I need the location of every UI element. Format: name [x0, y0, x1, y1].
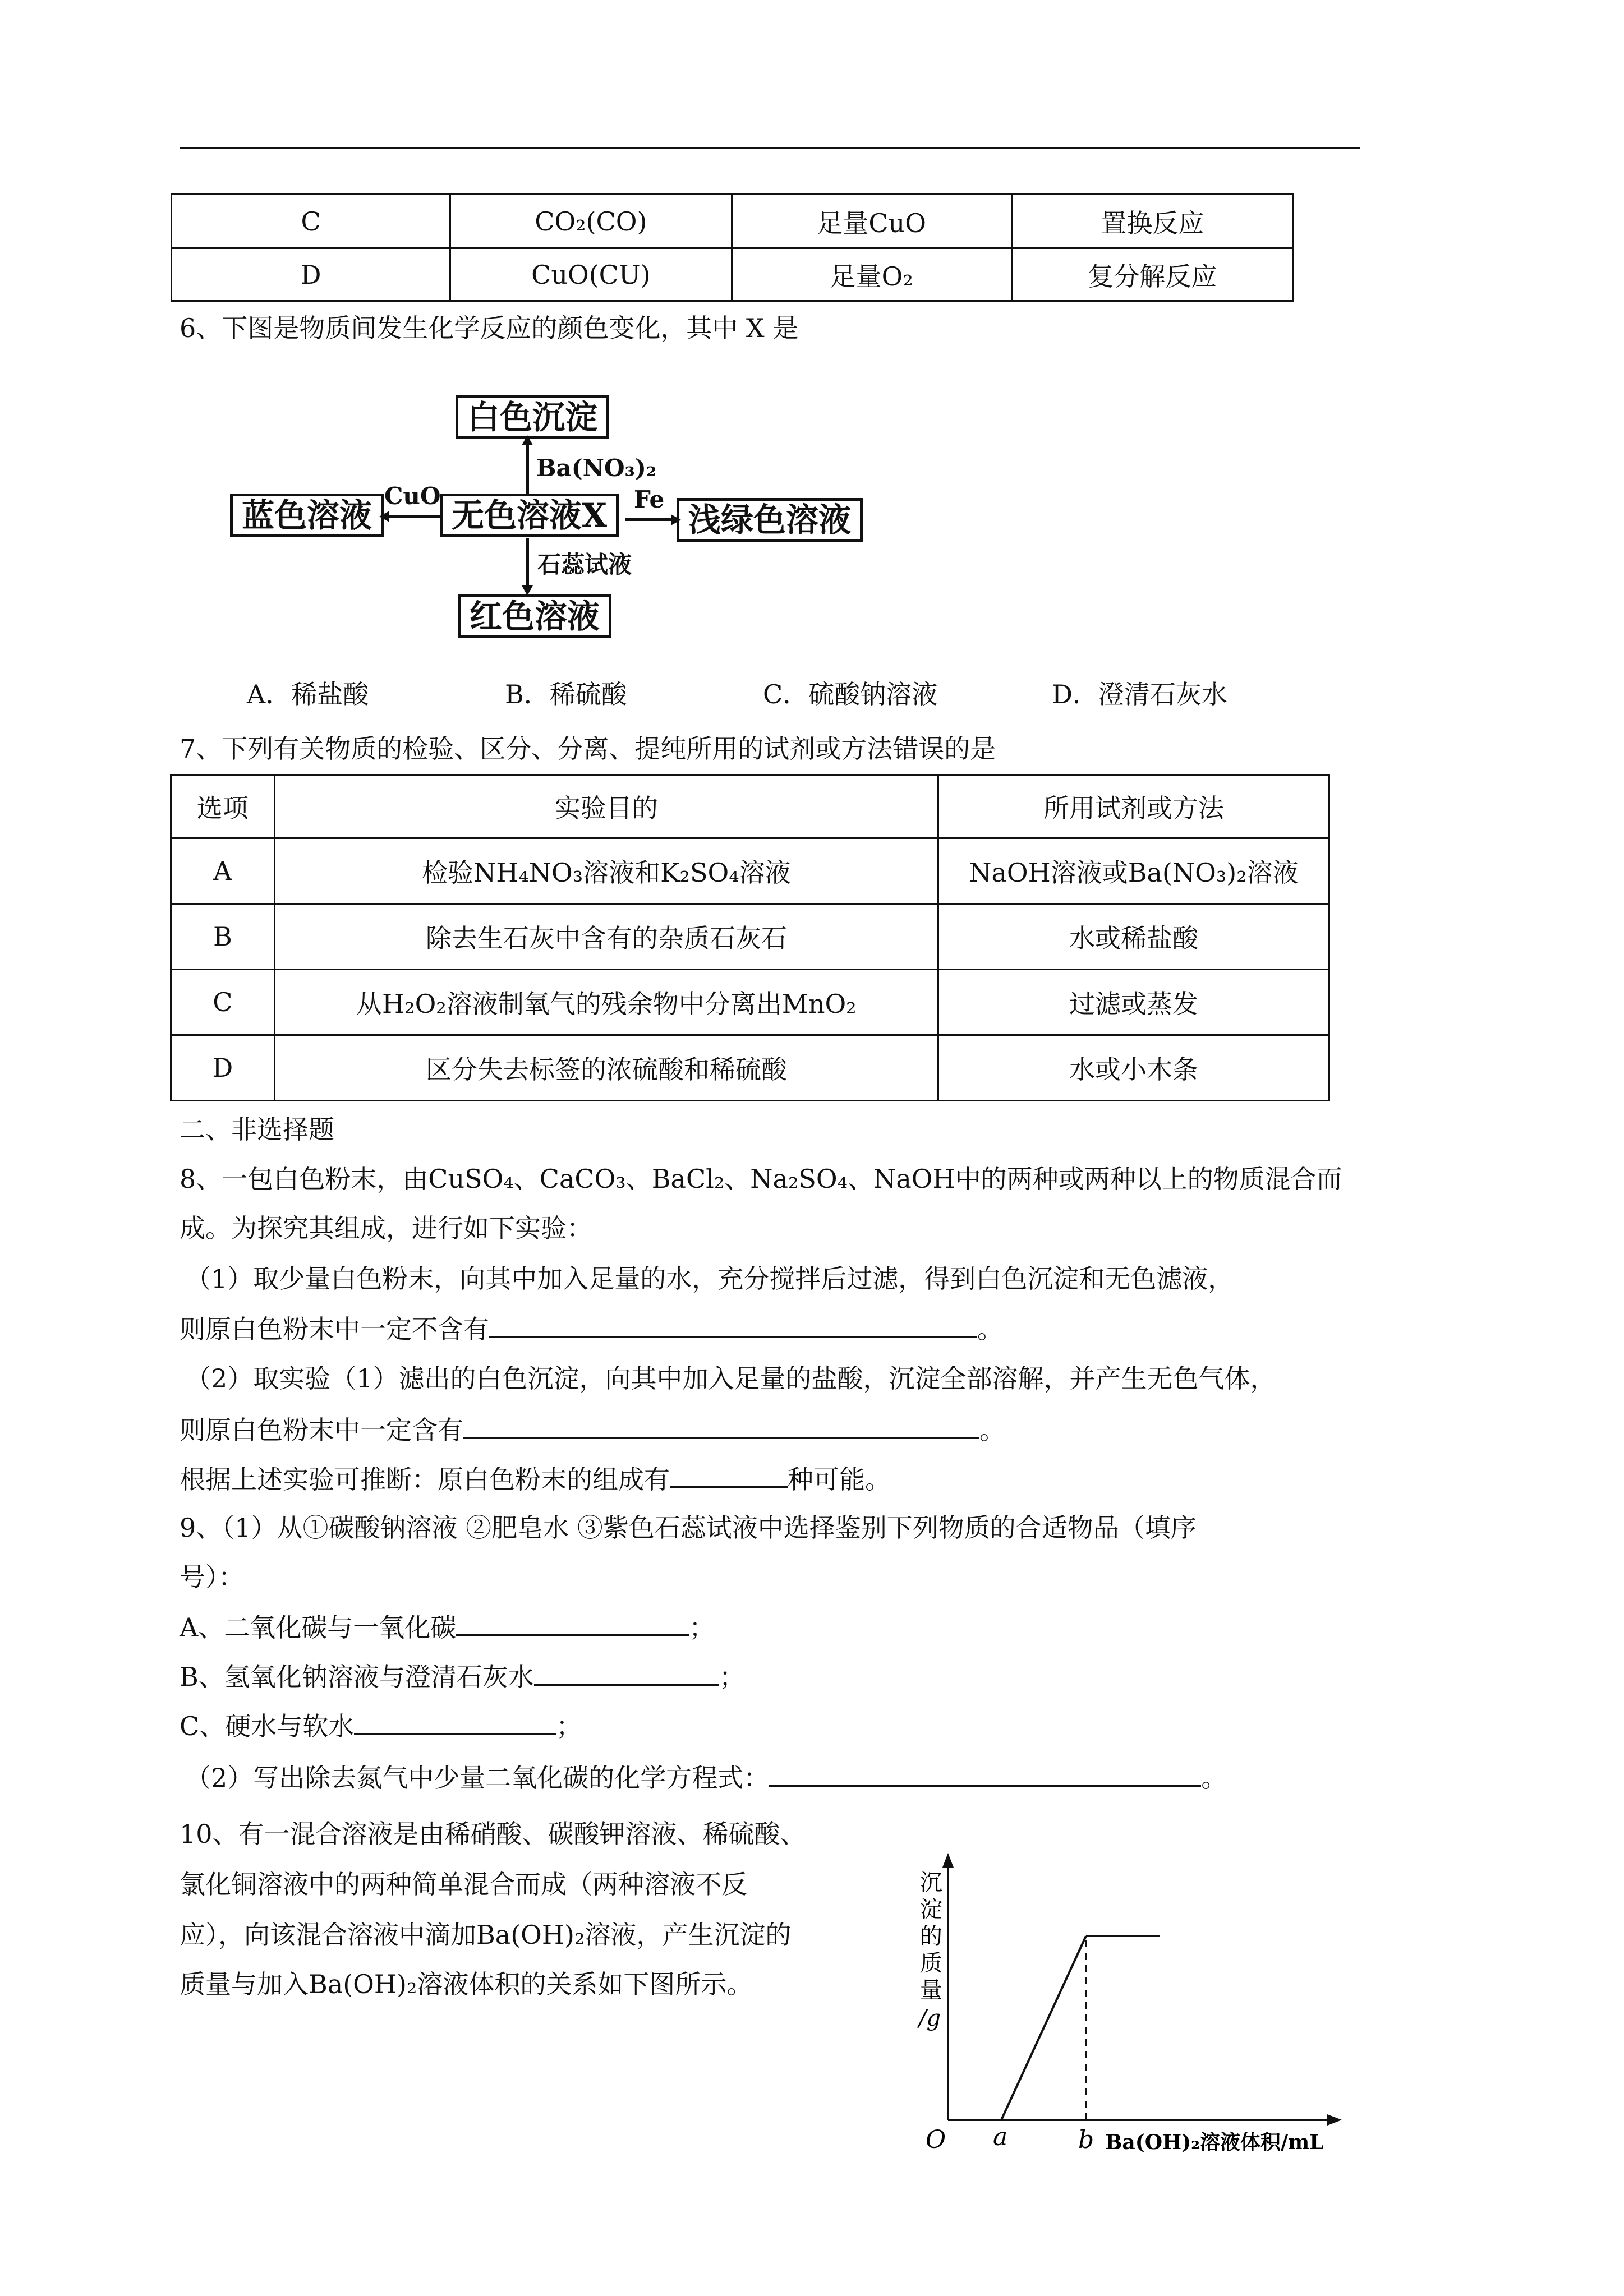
cell: C: [172, 195, 450, 248]
q9-c-semi: ；: [556, 1711, 582, 1741]
table-row: [171, 1035, 1329, 1101]
arrow-up: [526, 442, 529, 494]
q9-a: [180, 1610, 715, 1644]
q9-line6-end: 。: [1201, 1763, 1227, 1793]
q6-diagram: [185, 381, 920, 639]
cell: B: [171, 904, 275, 970]
q10-graph: [881, 1845, 1358, 2159]
q8-line6-end: 。: [979, 1415, 1005, 1445]
q9-line6-text: （2）写出除去氮气中少量二氧化碳的化学方程式：: [185, 1763, 770, 1793]
q9-a-text: A、二氧化碳与一氧化碳: [180, 1612, 457, 1643]
answer-blank-7[interactable]: [769, 1760, 1201, 1787]
box-right: 浅绿色溶液: [677, 498, 863, 542]
arrowhead-right: [671, 514, 681, 525]
q8-line3: （1）取少量白色粉末，向其中加入足量的水，充分搅拌后过滤，得到白色沉淀和无色滤液，: [185, 1264, 1234, 1294]
table-row: [172, 195, 1294, 248]
q6-option-c: C．硫酸钠溶液: [763, 679, 938, 709]
label-fe: Fe: [634, 486, 665, 513]
answer-blank-2[interactable]: [463, 1412, 979, 1439]
answer-blank-3[interactable]: [670, 1461, 788, 1488]
ylabel-char-2: 淀: [920, 1897, 942, 1922]
q8-line7: [180, 1461, 891, 1496]
cell: 区分失去标签的浓硫酸和稀硫酸: [274, 1035, 938, 1101]
section-title: 二、非选择题: [180, 1114, 334, 1145]
arrow-left: [387, 515, 440, 518]
cell: 足量CuO: [732, 195, 1011, 248]
q9-line1: 9、（1）从①碳酸钠溶液 ②肥皂水 ③紫色石蕊试液中选择鉴别下列物质的合适物品（填序: [180, 1513, 1197, 1543]
ylabel-char-4: 质: [920, 1951, 942, 1976]
q6-option-b: B．稀硫酸: [505, 679, 627, 709]
cell: 水或稀盐酸: [938, 904, 1329, 970]
y-axis-arrowhead: [942, 1853, 954, 1868]
q10-line1: 10、有一混合溶液是由稀硝酸、碳酸钾溶液、稀硫酸、: [180, 1819, 806, 1849]
header-option: 选项: [171, 775, 275, 838]
q9-line2: 号）：: [180, 1562, 244, 1592]
q9-c: [180, 1708, 582, 1743]
q6-option-d: D．澄清石灰水: [1052, 679, 1227, 709]
cell: 除去生石灰中含有的杂质石灰石: [274, 904, 938, 970]
point-b-label: b: [1078, 2126, 1094, 2154]
box-bottom: 红色溶液: [458, 594, 611, 638]
label-ba-no3: Ba(NO₃)₂: [536, 454, 657, 482]
q9-a-semi: ；: [689, 1612, 715, 1643]
arrow-down: [526, 538, 529, 588]
cell: C: [171, 970, 275, 1035]
q7-stem: 7、下列有关物质的检验、区分、分离、提纯所用的试剂或方法错误的是: [180, 734, 996, 764]
header-goal: 实验目的: [274, 775, 938, 838]
table-row: [171, 970, 1329, 1035]
q9-c-text: C、硬水与软水: [180, 1711, 355, 1741]
ylabel-char-1: 沉: [920, 1870, 942, 1896]
cell: 水或小木条: [938, 1035, 1329, 1101]
cell: 检验NH₄NO₃溶液和K₂SO₄溶液: [274, 838, 938, 904]
table-row: [172, 248, 1294, 301]
x-axis-arrowhead: [1327, 2114, 1342, 2126]
cell: CO₂(CO): [450, 195, 732, 248]
q6-option-a: A．稀盐酸: [247, 679, 369, 709]
answer-blank-1[interactable]: [489, 1311, 977, 1338]
ylabel-char-3: 的: [920, 1924, 942, 1949]
q8-line5: （2）取实验（1）滤出的白色沉淀，向其中加入足量的盐酸，沉淀全部溶解，并产生无色气体，: [185, 1363, 1276, 1394]
cell: D: [171, 1035, 275, 1101]
label-litmus: 石蕊试液: [537, 551, 632, 578]
cell: 从H₂O₂溶液制氧气的残余物中分离出MnO₂: [274, 970, 938, 1035]
arrowhead-left: [379, 511, 389, 522]
header-method: 所用试剂或方法: [938, 775, 1329, 838]
box-center: 无色溶液X: [440, 494, 619, 537]
point-a-label: a: [993, 2123, 1008, 2151]
q10-line3: 应），向该混合溶液中滴加Ba(OH)₂溶液，产生沉淀的: [180, 1920, 792, 1950]
q8-line7-text: 根据上述实验可推断：原白色粉末的组成有: [180, 1464, 670, 1495]
table-header-row: [171, 775, 1329, 838]
cell: NaOH溶液或Ba(NO₃)₂溶液: [938, 838, 1329, 904]
box-top: 白色沉淀: [456, 395, 609, 439]
q7-table: [170, 774, 1330, 1101]
arrowhead-up: [522, 435, 533, 445]
q9-b: [180, 1659, 745, 1694]
cell: CuO(CU): [450, 248, 732, 301]
arrow-right: [625, 518, 672, 521]
cell: 足量O₂: [732, 248, 1011, 301]
q8-line6-text: 则原白色粉末中一定含有: [180, 1415, 463, 1445]
answer-blank-5[interactable]: [534, 1659, 719, 1686]
xlabel: Ba(OH)₂溶液体积/mL: [1105, 2131, 1324, 2154]
table-row: [171, 838, 1329, 904]
table-row: [171, 904, 1329, 970]
q10-line2: 氯化铜溶液中的两种简单混合而成（两种溶液不反: [180, 1869, 747, 1899]
arrowhead-down: [522, 585, 533, 596]
cell: D: [172, 248, 450, 301]
origin-label: O: [926, 2126, 946, 2154]
top-table: [171, 193, 1294, 302]
q8-line4-end: 。: [977, 1314, 1003, 1344]
answer-blank-4[interactable]: [456, 1610, 689, 1636]
cell: 复分解反应: [1011, 248, 1293, 301]
q8-line4: [180, 1311, 1003, 1346]
q6-stem: 6、下图是物质间发生化学反应的颜色变化，其中 X 是: [180, 313, 799, 343]
q8-line6: [180, 1412, 1005, 1447]
q8-line2: 成。为探究其组成，进行如下实验：: [180, 1213, 592, 1243]
rising-line: [1001, 1936, 1086, 2120]
label-cuo: CuO: [384, 482, 441, 510]
q9-b-semi: ；: [719, 1662, 745, 1692]
q9-line6: [185, 1760, 1227, 1795]
ylabel-char-5: 量: [920, 1977, 942, 2003]
header-rule: [180, 147, 1360, 149]
box-left: 蓝色溶液: [230, 494, 384, 537]
q8-line1: 8、一包白色粉末，由CuSO₄、CaCO₃、BaCl₂、Na₂SO₄、NaOH中的两种或两种以上的物质混合而: [180, 1164, 1342, 1194]
q8-line7-end: 种可能。: [788, 1464, 891, 1495]
cell: A: [171, 838, 275, 904]
answer-blank-6[interactable]: [354, 1708, 556, 1735]
cell: 过滤或蒸发: [938, 970, 1329, 1035]
cell: 置换反应: [1011, 195, 1293, 248]
q9-b-text: B、氢氧化钠溶液与澄清石灰水: [180, 1662, 534, 1692]
q10-line4: 质量与加入Ba(OH)₂溶液体积的关系如下图所示。: [180, 1969, 753, 1999]
ylabel-unit: /g: [919, 2005, 941, 2031]
q8-line4-text: 则原白色粉末中一定不含有: [180, 1314, 489, 1344]
